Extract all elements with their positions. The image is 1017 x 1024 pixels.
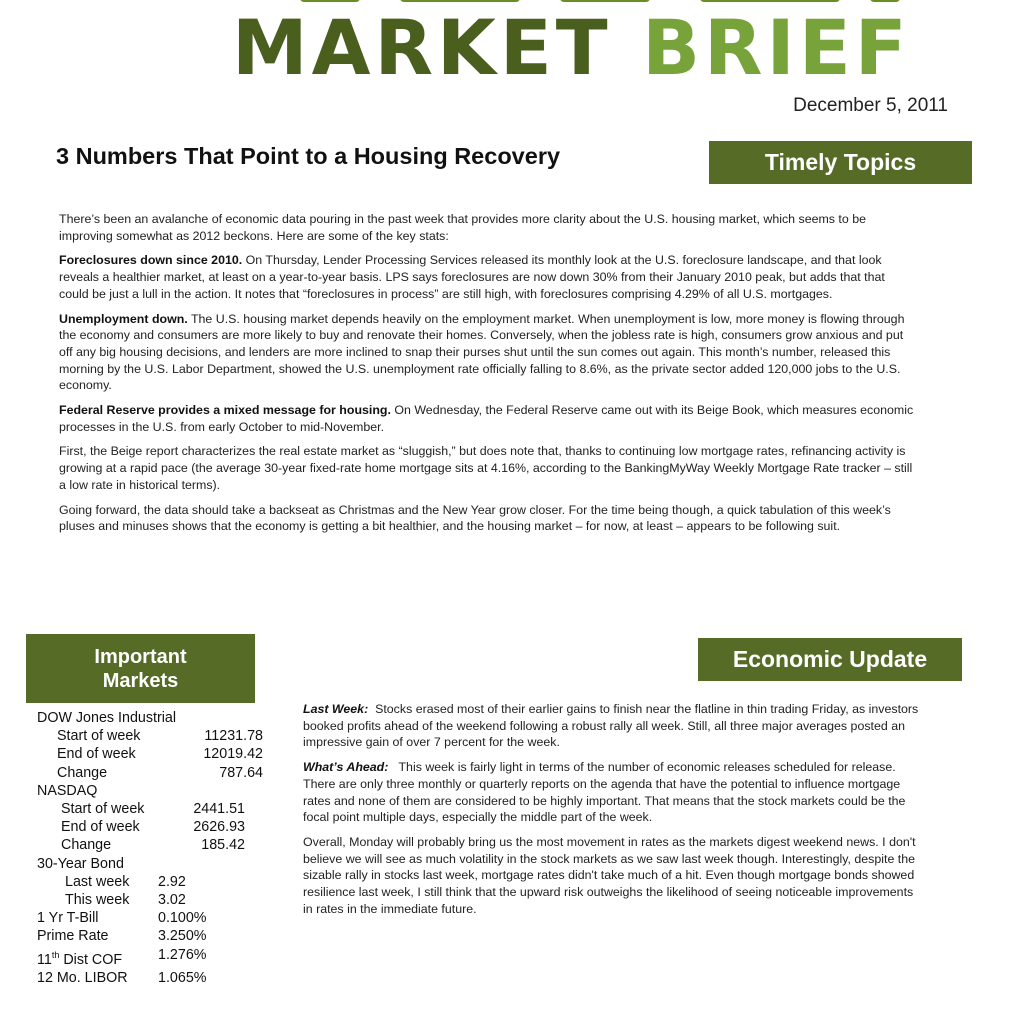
market-row-value: 2.92 xyxy=(158,873,186,890)
timely-topics-label: Timely Topics xyxy=(709,141,972,184)
econ-paragraph xyxy=(303,701,923,751)
rate-label: 12 Mo. LIBOR xyxy=(37,969,128,986)
market-name: NASDAQ xyxy=(37,782,98,799)
rate-row xyxy=(37,909,267,927)
market-row-value: 2441.51 xyxy=(193,801,245,818)
masthead-word-brief: BRIEF xyxy=(642,3,911,92)
market-row-label: Start of week xyxy=(61,801,145,818)
market-name: DOW Jones Industrial xyxy=(37,710,177,726)
market-row xyxy=(37,891,267,909)
markets-table xyxy=(37,709,267,987)
paragraph-lead: Foreclosures down since 2010. xyxy=(59,253,243,268)
article-intro: There’s been an avalanche of economic data pouring in the past week that provides more clarity about the U.S. housing market, which seems to be improving somewhat as 2012 beckons. Here are some of the key stats: xyxy=(59,212,866,243)
rate-value: 1.065% xyxy=(158,969,207,986)
market-group-dow xyxy=(37,709,267,782)
rate-label: 1 Yr T-Bill xyxy=(37,910,99,927)
market-row xyxy=(37,836,267,854)
market-name: 30-Year Bond xyxy=(37,855,124,872)
market-row-label: Change xyxy=(57,764,108,781)
paragraph-text: The U.S. housing market depends heavily on the employment market. When unemployment is low, more money is flowing through the economy and consumers are more likely to buy and renovate their homes. Conversely, when the jobless rate is high, consumers grow anxious and put off any big housing decisions, and lenders are more inclined to snap their purses shut until the sun comes out again. This month’s number, released this morning by the U.S. Labor Department, showed the U.S. unemployment rate officially falling to 8.6%, as the private sector added 120,000 jobs to the U.S. economy. xyxy=(59,311,905,393)
market-row xyxy=(37,818,267,836)
issue-date: December 5, 2011 xyxy=(793,95,948,116)
masthead-title xyxy=(232,3,911,92)
market-row-label: Start of week xyxy=(57,728,141,745)
rate-label-ordinal: th xyxy=(51,949,60,960)
economic-update-body xyxy=(303,701,923,925)
rate-row xyxy=(37,969,267,987)
market-row xyxy=(37,727,267,745)
market-row xyxy=(37,764,267,782)
market-row-label: This week xyxy=(65,892,130,909)
market-row xyxy=(37,800,267,818)
market-row-value: 787.64 xyxy=(219,764,263,781)
article-paragraph xyxy=(59,311,915,395)
rate-row xyxy=(37,946,267,969)
paragraph-text: On Wednesday, the Federal Reserve came out with its Beige Book, which measures economic processes in the U.S. from early October to mid-November. xyxy=(59,403,914,434)
market-row-label: Last week xyxy=(65,873,130,890)
important-markets-text: Important Markets xyxy=(94,645,187,692)
market-row-value: 2626.93 xyxy=(193,819,245,836)
econ-paragraph xyxy=(303,759,923,826)
rate-value: 3.250% xyxy=(158,928,207,945)
econ-text: This week is fairly light in terms of the number of economic releases scheduled for release. There are only three monthly or quarterly reports on the agenda that have the potential to influence mortgage rates and none of them are considered to be highly important. That means that the stock markets could be the focal point multiple days, especially the middle part of the week. xyxy=(303,760,909,825)
econ-lead: Last Week: xyxy=(303,702,369,716)
rate-row xyxy=(37,927,267,945)
economic-update-label: Economic Update xyxy=(698,638,962,681)
rate-value: 1.276% xyxy=(158,946,207,963)
rate-value: 0.100% xyxy=(158,910,207,927)
market-row-label: Change xyxy=(61,837,112,854)
market-row-value: 3.02 xyxy=(158,892,186,909)
article-paragraph: Going forward, the data should take a backseat as Christmas and the New Year grow closer. For the time being though, a quick tabulation of this week’s pluses and minuses shows that the economy is getting a bit healthier, and the housing market – for now, at least – appears to be following suit. xyxy=(59,502,891,534)
paragraph-text: On Thursday, Lender Processing Services released its monthly look at the U.S. foreclosure landscape, and that look reveals a healthier market, at least on a year-to-year basis. LPS says foreclosures are now down 30% from their January 2010 peak, but adds that that could be just a lull in the action. It notes that “foreclosures in process” are still high, with foreclosures comprising 4.29% of all U.S. mortgages. xyxy=(59,253,885,301)
market-row-label: End of week xyxy=(57,746,136,763)
article-body xyxy=(59,211,915,543)
article-paragraph: First, the Beige report characterizes the real estate market as “sluggish,” but does note that, thanks to continuing low mortgage rates, refinancing activity is growing at a rapid pace (the average 30-year fixed-rate home mortgage sits at 4.16%, according to the BankingMyWay Weekly Mortgage Rate tracker – still a low rate in historical terms). xyxy=(59,444,913,492)
rate-label-number: 11 xyxy=(37,951,52,968)
article-paragraph xyxy=(59,402,915,435)
rate-label: Prime Rate xyxy=(37,928,109,945)
article-paragraph xyxy=(59,252,915,302)
rate-label-text: Dist COF xyxy=(59,951,123,968)
market-row-value: 185.42 xyxy=(201,837,245,854)
paragraph-lead: Federal Reserve provides a mixed message for housing. xyxy=(59,403,391,418)
masthead-word-market: MARKET xyxy=(232,3,612,92)
market-row xyxy=(37,873,267,891)
paragraph-lead: Unemployment down. xyxy=(59,311,188,326)
article-headline: 3 Numbers That Point to a Housing Recovery xyxy=(56,143,561,169)
market-row xyxy=(37,745,267,763)
important-markets-label xyxy=(26,634,255,703)
econ-text: Stocks erased most of their earlier gains to finish near the flatline in thin trading Friday, as investors booked profits ahead of the weekend following a robust rally all week. Still, all three major averages posted an impressive gain of over 7 percent for the week. xyxy=(303,702,922,750)
market-group-bond xyxy=(37,855,267,910)
rate-label xyxy=(37,946,158,969)
market-group-nasdaq xyxy=(37,782,267,855)
market-row-value: 11231.78 xyxy=(204,728,263,745)
market-row-value: 12019.42 xyxy=(203,746,263,763)
econ-lead: What’s Ahead: xyxy=(303,760,389,775)
econ-paragraph: Overall, Monday will probably bring us the most movement in rates as the markets digest weekend news. I don't believe we will see as much volatility in the stock markets as we saw last week though. Interestingly, despite the sizable rally in stocks last week, mortgage rates didn't take much of a hit. Even though mortgage bonds showed resilience last week, I still think that the upward risk outweighs the likelihood of seeing noticeable improvements in rates in the immediate future. xyxy=(303,834,916,916)
market-row-label: End of week xyxy=(61,819,140,836)
